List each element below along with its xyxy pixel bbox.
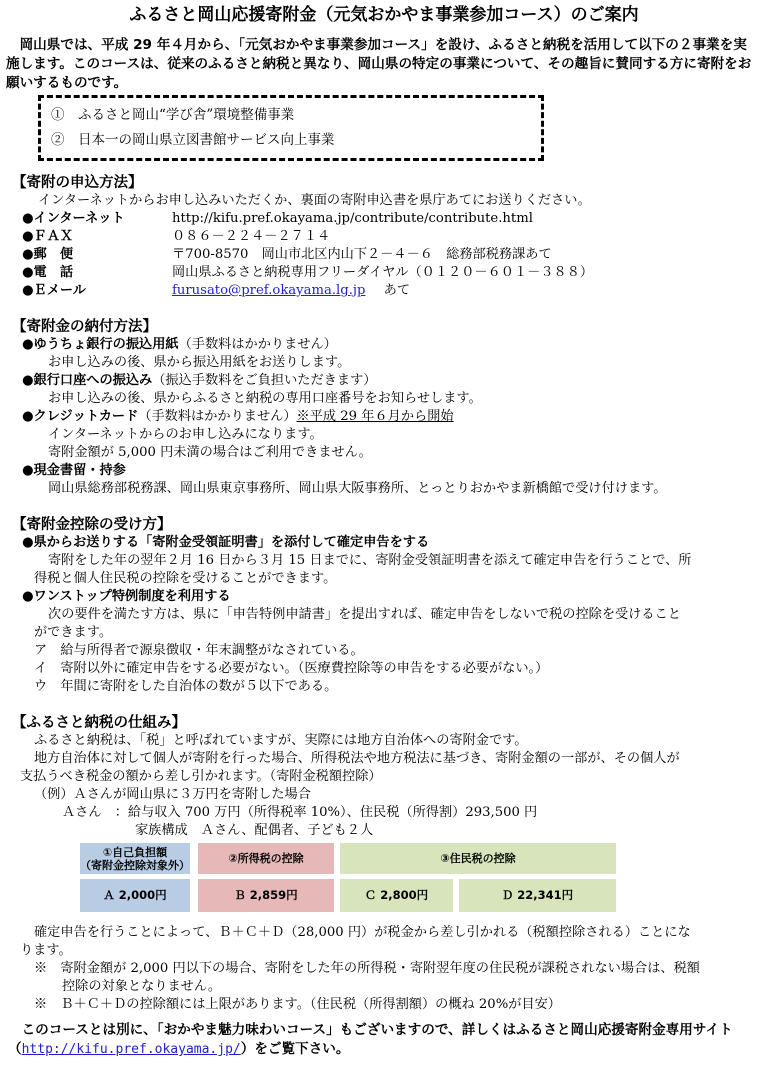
income-tax-box: ②所得税の控除 (198, 843, 334, 874)
mechanism-person: Ａさん ：給与収入 700 万円（所得税率 10%）、住民税（所得割）293,500 円 (62, 805, 538, 820)
mechanism-result2: ります。 (20, 943, 72, 958)
apply-mail-value: 〒700-8570 岡山市北区内山下２－４－６ 総務部税務課あて (172, 247, 552, 262)
project-item-2: ② 日本一の岡山県立図書館サービス向上事業 (51, 132, 335, 148)
payment-yucho-note: （手数料はかかりません） (178, 337, 337, 352)
mechanism-note1a: ※ 寄附金額が 2,000 円以下の場合、寄附をした年の所得税・寄附翌年度の住民税が課税されない場合は、税額 (34, 961, 700, 976)
deduction-condition: ウ 年間に寄附をした自治体の数が５以下である。 (34, 679, 338, 694)
payment-card-title: ●クレジットカード (22, 409, 139, 424)
payment-yucho-desc: お申し込みの後、県から振込用紙をお送りします。 (48, 355, 351, 370)
apply-fax-label: ●ＦＡＸ (22, 229, 74, 244)
apply-email-link[interactable]: furusato@pref.okayama.lg.jp (172, 283, 366, 298)
project-list-box (38, 95, 544, 161)
mechanism-example: （例）Ａさんが岡山県に３万円を寄附した場合 (34, 787, 311, 802)
payment-card-desc2: 寄附金額が 5,000 円未満の場合はご利用できません。 (48, 445, 372, 460)
self-burden-line1: ①自己負担額 (102, 845, 168, 859)
apply-email-label: ●Ｅメール (22, 283, 86, 298)
payment-cash-desc: 岡山県総務部税務課、岡山県東京事務所、岡山県大阪事務所、とっとりおかやま新橋館で受け付けます。 (48, 481, 667, 496)
mechanism-p1: ふるさと納税は、「税」と呼ばれていますが、実際には地方自治体への寄附金です。 (34, 733, 528, 748)
footer-text2b: ）をご覧下さい。 (240, 1041, 350, 1057)
mechanism-heading: 【ふるさと納税の仕組み】 (12, 715, 186, 731)
footer-text1: このコースとは別に、「おかやま魅力味わいコース」もございますので、詳しくはふるさと岡山応援寄附金専用サ (21, 1022, 706, 1038)
apply-email-suffix: あて (383, 283, 411, 298)
deduction-onestop-desc1: 次の要件を満たす方は、県に「申告特例申請書」を提出すれば、確定申告をしないで税の控除を受けること (48, 607, 681, 622)
payment-bank-desc: お申し込みの後、県からふるさと納税の専用口座番号をお知らせします。 (48, 391, 482, 406)
payment-card-desc1: インターネットからのお申し込みになります。 (48, 427, 323, 442)
payment-card-start: ※平成 29 年６月から開始 (296, 409, 454, 424)
amount-a-box: Ａ 2,000円 (80, 879, 190, 912)
apply-phone-label: ●電 話 (22, 265, 74, 280)
mechanism-family: 家族構成 Ａさん、配偶者、子ども２人 (135, 823, 374, 838)
amount-b-box: Ｂ 2,859円 (198, 879, 334, 912)
payment-cash-title: ●現金書留・持参 (22, 463, 126, 478)
project-item-1: ① ふるさと岡山“学び舎”環境整備事業 (51, 107, 295, 123)
apply-phone-value: 岡山県ふるさと納税専用フリーダイヤル（０１２０－６０１－３８８） (172, 265, 594, 280)
footer-text2a: イト（ (8, 1022, 733, 1057)
deduction-cert-title: ●県からお送りする「寄附金受領証明書」を添付して確定申告をする (22, 535, 430, 550)
mechanism-p2b: 支払うべき税金の額から差し引かれます。（寄附金税額控除） (20, 769, 382, 784)
footer-url-link[interactable]: http://kifu.pref.okayama.jp/ (21, 1042, 241, 1057)
deduction-cert-desc2: 得税と個人住民税の控除を受けることができます。 (34, 571, 337, 586)
apply-internet-label: ●インターネット (22, 211, 125, 226)
deduction-condition: イ 寄附以外に確定申告をする必要がない。（医療費控除等の申告をする必要がない。） (34, 661, 549, 676)
deduction-heading: 【寄附金控除の受け方】 (12, 517, 172, 533)
apply-lead: インターネットからお申し込みいただくか、裏面の寄附申込書を県庁あてにお送りください。 (38, 193, 591, 208)
deduction-cert-desc1: 寄附をした年の翌年２月 16 日から３月 15 日までに、寄附金受領証明書を添えて確定申告を行うことで、所 (48, 553, 692, 568)
payment-card-row (22, 408, 454, 426)
mechanism-note1b: 控除の対象となりません。 (62, 979, 222, 994)
mechanism-note2: ※ Ｂ＋Ｃ＋Ｄの控除額には上限があります。（住民税（所得割額）の概ね 20%が目安） (34, 997, 561, 1012)
apply-mail-label: ●郵 便 (22, 247, 74, 262)
resident-tax-box: ③住民税の控除 (340, 843, 616, 874)
footer-note (8, 1021, 758, 1059)
deduction-onestop-title: ●ワンストップ特例制度を利用する (22, 589, 231, 604)
mechanism-p2a: 地方自治体に対して個人が寄附を行った場合、所得税法や地方税法に基づき、寄附金額の一部が、その個人が (34, 751, 680, 766)
page-title: ふるさと岡山応援寄附金（元気おかやま事業参加コース）のご案内 (129, 5, 639, 25)
payment-yucho-title: ●ゆうちょ銀行の振込用紙 (22, 337, 179, 352)
payment-card-note: （手数料はかかりません） (138, 409, 297, 424)
apply-fax-value: ０８６－２２４－２７１４ (172, 229, 331, 244)
payment-bank-note: （振込手数料をご負担いただきます） (152, 373, 377, 388)
deduction-condition: ア 給与所得者で源泉徴収・年末調整がなされている。 (34, 643, 364, 658)
apply-internet-url[interactable]: http://kifu.pref.okayama.jp/contribute/contribute.html (172, 211, 533, 226)
payment-yucho-row (22, 336, 337, 354)
mechanism-result1: 確定申告を行うことによって、Ｂ＋Ｃ＋Ｄ（28,000 円）が税金から差し引かれる（税額控除される）ことにな (34, 925, 691, 940)
payment-heading: 【寄附金の納付方法】 (12, 319, 157, 335)
payment-bank-title: ●銀行口座への振込み (22, 373, 153, 388)
self-burden-line2: （寄附金控除対象外） (80, 858, 190, 872)
apply-email-row (172, 282, 410, 300)
apply-heading: 【寄附の申込方法】 (12, 175, 143, 191)
payment-bank-row (22, 372, 376, 390)
deduction-onestop-desc2: ができます。 (34, 625, 113, 640)
amount-c-box: Ｃ 2,800円 (340, 879, 453, 912)
amount-d-box: Ｄ 22,341円 (459, 879, 616, 912)
intro-paragraph: 岡山県では、平成 29 年４月から、「元気おかやま事業参加コース」を設け、ふるさと納税を活用して以下の２事業を実施します。このコースは、従来のふるさと納税と異なり、岡山県の特定の事業について、その趣旨に賛同する方に寄附をお願いするものです。 (6, 37, 752, 91)
self-burden-box (80, 843, 190, 874)
